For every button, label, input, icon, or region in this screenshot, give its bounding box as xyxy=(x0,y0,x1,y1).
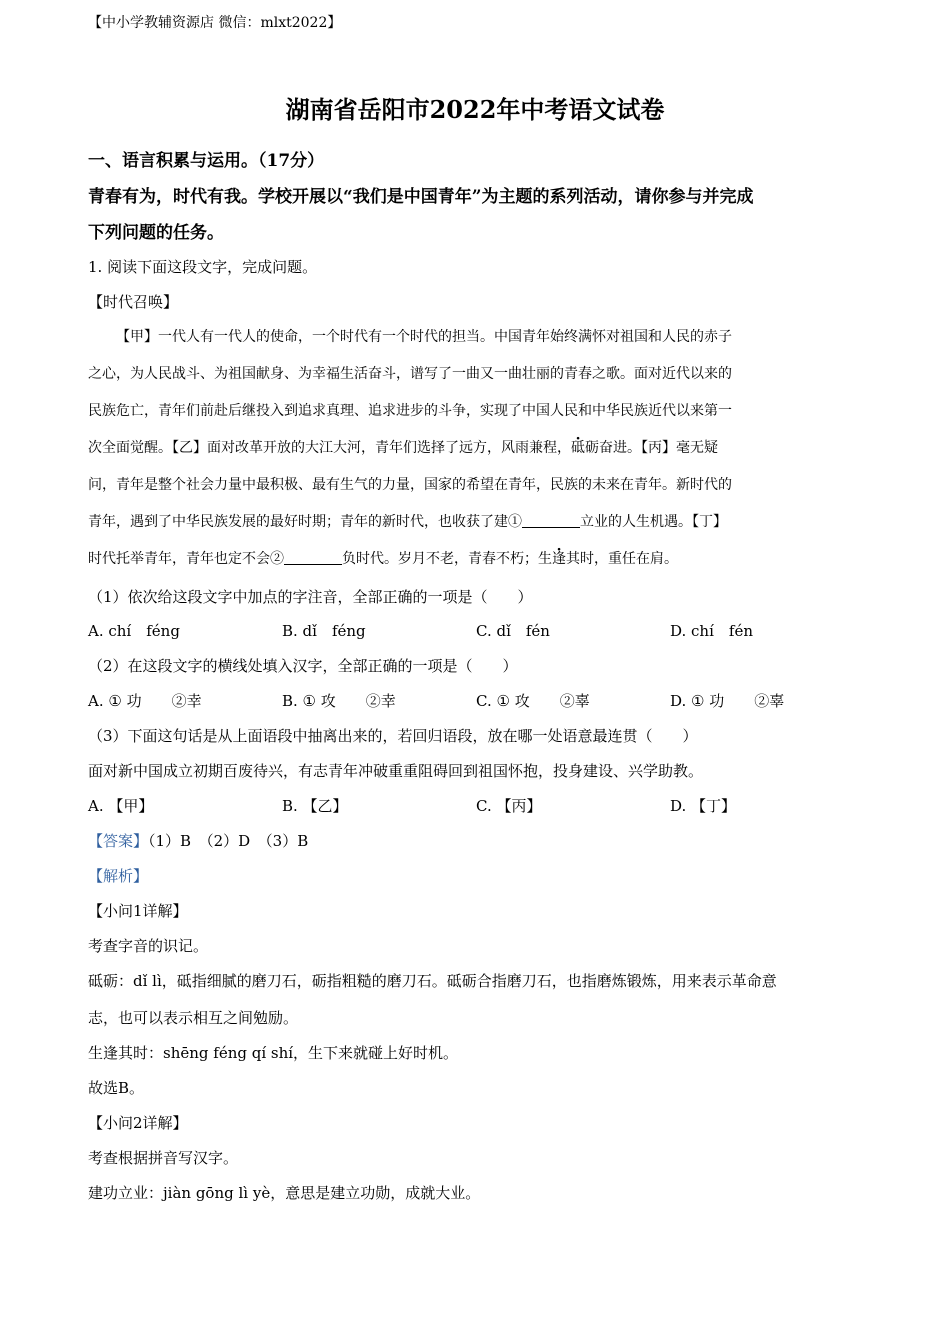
option-b: B. 【乙】 xyxy=(282,797,348,815)
option-c: C. dǐ fén xyxy=(476,622,550,640)
answer-line xyxy=(88,830,308,851)
section-heading: 一、语言积累与运用。（17分） xyxy=(88,151,325,171)
sub-question-2: （2）在这段文字的横线处填入汉字，全部正确的一项是（ ） xyxy=(88,657,518,675)
passage-line xyxy=(88,437,718,457)
option-c: C. 【丙】 xyxy=(476,797,542,815)
page-header-source: 【中小学教辅资源店 微信：mlxt2022】 xyxy=(88,15,342,31)
question-1: 1. 阅读下面这段文字，完成问题。 xyxy=(88,258,318,276)
blank-2 xyxy=(284,550,342,565)
detail-1-line: 砥砺：dǐ lì，砥指细腻的磨刀石，砺指粗糙的磨刀石。砥砺合指磨刀石，也指磨炼锻炼，用来表示革命意 xyxy=(88,972,777,990)
detail-2-line: 考查根据拼音写汉字。 xyxy=(88,1149,239,1167)
passage-line: 民族危亡，青年们前赴后继投入到追求真理、追求进步的斗争，实现了中国人民和中华民族近代以来第一 xyxy=(88,403,732,419)
passage-line: 之心，为人民战斗、为祖国献身、为幸福生活奋斗，谱写了一曲又一曲壮丽的青春之歌。面对近代以来的 xyxy=(88,366,732,382)
option-d: D. ① 功 ②辜 xyxy=(670,692,785,710)
intro-line-2: 下列问题的任务。 xyxy=(88,223,224,243)
passage-line xyxy=(88,511,727,531)
detail-2-line: 建功立业：jiàn gōng lì yè，意思是建立功勋，成就大业。 xyxy=(88,1184,481,1202)
option-b: B. dǐ féng xyxy=(282,622,366,640)
answer-tag: 【答案】 xyxy=(88,832,149,850)
blank-1 xyxy=(522,513,580,528)
detail-1-line: 志，也可以表示相互之间勉励。 xyxy=(88,1009,299,1027)
dotted-character: 逢 xyxy=(552,551,566,567)
analysis-tag: 【解析】 xyxy=(88,867,149,885)
option-a: A. ① 功 ②幸 xyxy=(88,692,202,710)
sub-question-1: （1）依次给这段文字中加点的字注音，全部正确的一项是（ ） xyxy=(88,588,533,606)
detail-2-heading: 【小问2详解】 xyxy=(88,1114,188,1132)
page-title: 湖南省岳阳市2022年中考语文试卷 xyxy=(285,95,665,124)
passage-text: 时代托举青年，青年也定不会② xyxy=(88,551,284,567)
detail-1-line: 故选B。 xyxy=(88,1079,145,1097)
passage-text: 负时代。岁月不老，青春不朽；生 xyxy=(342,551,552,567)
passage-text: 砺奋进。【丙】毫无疑 xyxy=(585,440,718,456)
dotted-character: 砥 xyxy=(571,440,585,456)
sub-question-3-sentence: 面对新中国成立初期百废待兴，有志青年冲破重重阻碍回到祖国怀抱，投身建设、兴学助教。 xyxy=(88,762,704,780)
passage-text: 其时，重任在肩。 xyxy=(566,551,678,567)
option-a: A. chí féng xyxy=(88,622,180,640)
option-a: A. 【甲】 xyxy=(88,797,154,815)
passage-text: 次全面觉醒。【乙】面对改革开放的大江大河，青年们选择了远方，风雨兼程， xyxy=(88,440,571,456)
passage-text: 青年，遇到了中华民族发展的最好时期；青年的新时代，也收获了建① xyxy=(88,514,522,530)
passage-line xyxy=(88,548,678,568)
option-b: B. ① 攻 ②幸 xyxy=(282,692,396,710)
theme-label: 【时代召唤】 xyxy=(88,293,179,311)
sub-question-3: （3）下面这句话是从上面语段中抽离出来的，若回归语段，放在哪一处语意最连贯（ ） xyxy=(88,727,698,745)
answer-text: （1）B （2）D （3）B xyxy=(148,832,309,850)
detail-1-line: 考查字音的识记。 xyxy=(88,937,209,955)
intro-line-1: 青春有为，时代有我。学校开展以“我们是中国青年”为主题的系列活动，请你参与并完成 xyxy=(88,187,754,207)
option-d: D. 【丁】 xyxy=(670,797,737,815)
detail-1-heading: 【小问1详解】 xyxy=(88,902,188,920)
passage-line: 【甲】一代人有一代人的使命，一个时代有一个时代的担当。中国青年始终满怀对祖国和人民的赤子 xyxy=(116,329,732,345)
passage-text: 立业的人生机遇。【丁】 xyxy=(580,514,727,530)
option-c: C. ① 攻 ②辜 xyxy=(476,692,590,710)
detail-1-line: 生逢其时：shēng féng qí shí，生下来就碰上好时机。 xyxy=(88,1044,459,1062)
passage-line: 问，青年是整个社会力量中最积极、最有生气的力量，国家的希望在青年，民族的未来在青年。新时代的 xyxy=(88,477,732,493)
option-d: D. chí fén xyxy=(670,622,753,640)
